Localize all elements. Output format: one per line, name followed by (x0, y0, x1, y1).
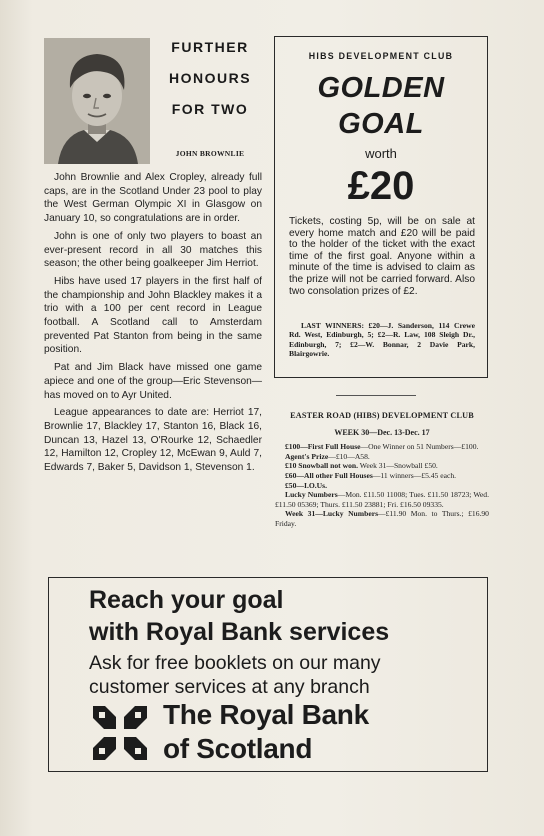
results-entry (275, 442, 489, 452)
golden-goal-prize: £20 (347, 164, 415, 208)
article-body (44, 171, 262, 479)
entry-lead: £100—First Full House (285, 442, 361, 452)
results-entry (275, 509, 489, 528)
golden-goal-terms: Tickets, costing 5p, will be on sale at every home match and £20 will be paid to the holder of the ticket with the exact time of the first goal. Anyone within a minute of the time is advised to claim as the prize will not be carried forward. Also two consolation prizes of £2. (289, 216, 475, 297)
article-paragraph: League appearances to date are: Herriot 17, Brownlie 17, Blackley 17, Stanton 16, Black 16, Duncan 13, Hazel 13, O'Rourke 12, Schaedler 12, Hamilton 12, Cropley 12, McEwan 9, Auld 7, Edwards 7, Baker 5, Davidson 1, Stevenson 1. (44, 407, 262, 474)
development-club-week: WEEK 30—Dec. 13-Dec. 17 (334, 427, 430, 437)
golden-goal-worth: worth (365, 146, 397, 161)
advert-line-1: Reach your goal (89, 586, 284, 614)
player-photo (44, 38, 150, 164)
advert-line-3: Ask for free booklets on our many (89, 652, 381, 674)
results-entry (275, 461, 489, 471)
entry-text: —Mon. £11.50 11008; Tues. £11.50 18723; Wed. £11.50 05369; Thurs. £11.50 23881; Fri. £16.50 09335. (275, 490, 489, 509)
royal-bank-advert (48, 577, 488, 772)
golden-goal-box (274, 36, 488, 378)
entry-lead: Lucky Numbers (285, 490, 338, 500)
bank-name-line-1: The Royal Bank (163, 699, 369, 730)
golden-goal-title-line-1: GOLDEN (317, 72, 445, 104)
results-entry (275, 481, 489, 491)
entry-lead: Week 31—Lucky Numbers (285, 509, 379, 519)
entry-text: Week 31—Snowball £50. (358, 461, 438, 471)
golden-goal-last-winners: LAST WINNERS: £20—J. Sanderson, 114 Crewe Rd. West, Edinburgh, 5; £2—R. Law, 108 Sleigh Dr., Edinburgh, 7; £2—W. Bonnar, 2 Davie Park, Blairgowrie. (289, 321, 475, 359)
advert-line-2: with Royal Bank services (89, 618, 390, 646)
entry-text: —£10—A58. (328, 451, 370, 461)
headline-line-3: FOR TWO (171, 101, 249, 117)
results-entry (275, 452, 489, 462)
royal-bank-daisy-wheel-icon (89, 702, 151, 764)
bank-name-line-2: of Scotland (163, 733, 313, 764)
entry-lead: Agent's Prize (285, 451, 329, 461)
entry-lead: £50—I.O.Us. (285, 480, 327, 490)
entry-lead: £60—All other Full Houses (285, 470, 373, 480)
golden-goal-title-line-2: GOAL (338, 108, 424, 140)
results-entry (275, 471, 489, 481)
portrait-icon (44, 38, 150, 164)
golden-goal-club: HIBS DEVELOPMENT CLUB (308, 51, 454, 61)
headline-line-1: FURTHER (171, 39, 249, 55)
article-headline (158, 32, 262, 125)
article-paragraph: Pat and Jim Black have missed one game apiece and one of the group—Eric Stevenson—has moved on to Ayr United. (44, 362, 262, 401)
entry-text: —£11.90 Mon. to Thurs.; £16.90 Friday. (275, 509, 489, 528)
entry-text: —One Winner on 51 Numbers—£100. (360, 442, 479, 452)
headline-line-2: HONOURS (168, 70, 252, 86)
article-paragraph: John is one of only two players to boast an ever-present record in all 30 matches this season; the other being goalkeeper Jim Herriot. (44, 230, 262, 270)
article-paragraph: Hibs have used 17 players in the first half of the championship and John Blackley makes it a trio with a 100 per cent record in League football. A Scotland call to Amsterdam prevented Pat Stanton from being in the same position. (44, 275, 262, 356)
section-divider (336, 395, 416, 396)
golden-goal-title (275, 70, 487, 142)
entry-text: —11 winners—£5.45 each. (372, 470, 457, 480)
development-club-results (275, 411, 489, 529)
results-entry (275, 490, 489, 509)
development-club-heading: EASTER ROAD (HIBS) DEVELOPMENT CLUB (290, 411, 474, 420)
article-paragraph: John Brownlie and Alex Cropley, already full caps, are in the Scotland Under 23 pool to play the West German Olympic XI in Glasgow on January 10, so congratulations are in order. (44, 172, 262, 225)
photo-caption: JOHN BROWNLIE (175, 149, 245, 158)
advert-line-4: customer services at any branch (89, 676, 370, 698)
entry-lead: £10 Snowball not won. (285, 461, 359, 471)
